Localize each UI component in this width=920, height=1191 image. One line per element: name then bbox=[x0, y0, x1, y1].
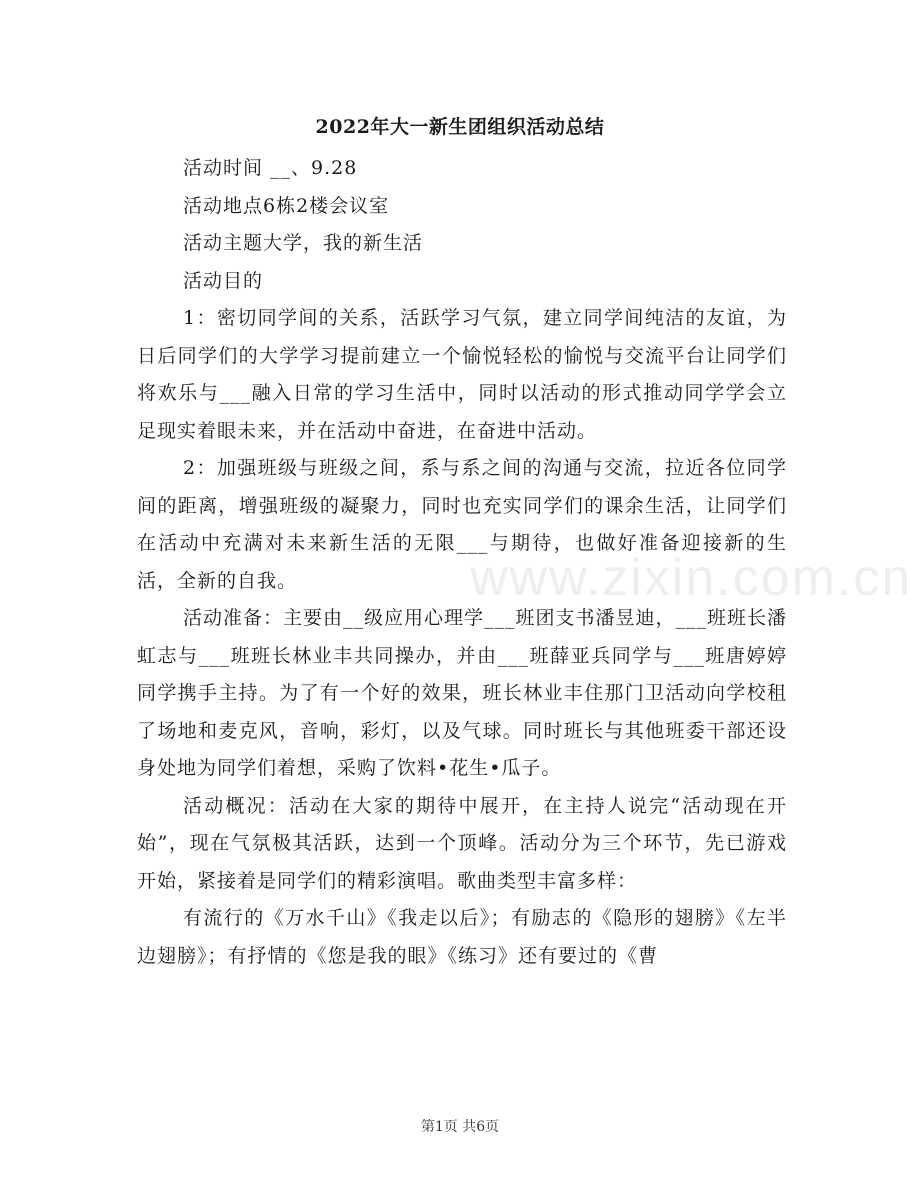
document-body bbox=[137, 150, 787, 975]
paragraph-activity-time: 活动时间 __、9.28 bbox=[183, 157, 358, 179]
paragraph-activity-location: 活动地点6栋2楼会议室 bbox=[183, 194, 390, 217]
paragraph-activity-purpose-heading: 活动目的 bbox=[183, 269, 264, 292]
paragraph-preparation: 活动准备：主要由__级应用心理学___班团支书潘昱迪，___班班长潘虹志与___班班长林业丰共同操办，并由___班薛亚兵同学与___班唐婷婷同学携手主持。为了有一个好的效果，班长林业丰住那门卫活动向学校租了场地和麦克风，音响，彩灯，以及气球。同时班长与其他班委干部还设身处地为同学们着想，采购了饮料•花生•瓜子。 bbox=[137, 607, 788, 779]
watermark: www.zixin.com.cn bbox=[470, 549, 913, 607]
page-number: 第1页 共6页 bbox=[420, 1119, 500, 1135]
document-title: 2022年大一新生团组织活动总结 bbox=[315, 116, 605, 138]
paragraph-purpose-2: 2：加强班级与班级之间，系与系之间的沟通与交流，拉近各位同学间的距离，增强班级的凝聚力，同时也充实同学们的课余生活，让同学们在活动中充满对未来新生活的无限___与期待，也做好准备迎接新的生活，全新的自我。 bbox=[137, 457, 787, 592]
paragraph-purpose-1: 1：密切同学间的关系，活跃学习气氛，建立同学间纯洁的友谊，为日后同学们的大学学习提前建立一个愉悦轻松的愉悦与交流平台让同学们将欢乐与___融入日常的学习生活中，同时以活动的形式推动同学学会立足现实着眼未来，并在活动中奋进，在奋进中活动。 bbox=[137, 307, 787, 442]
paragraph-activity-theme: 活动主题大学，我的新生活 bbox=[183, 232, 424, 254]
paragraph-songs: 有流行的《万水千山》《我走以后》；有励志的《隐形的翅膀》《左半边翅膀》；有抒情的《您是我的眼》《练习》还有要过的《曹 bbox=[137, 907, 787, 967]
paragraph-overview: 活动概况：活动在大家的期待中展开，在主持人说完“活动现在开始”，现在气氛极其活跃，达到一个顶峰。活动分为三个环节，先已游戏开始，紧接着是同学们的精彩演唱。歌曲类型丰富多样： bbox=[137, 794, 787, 892]
